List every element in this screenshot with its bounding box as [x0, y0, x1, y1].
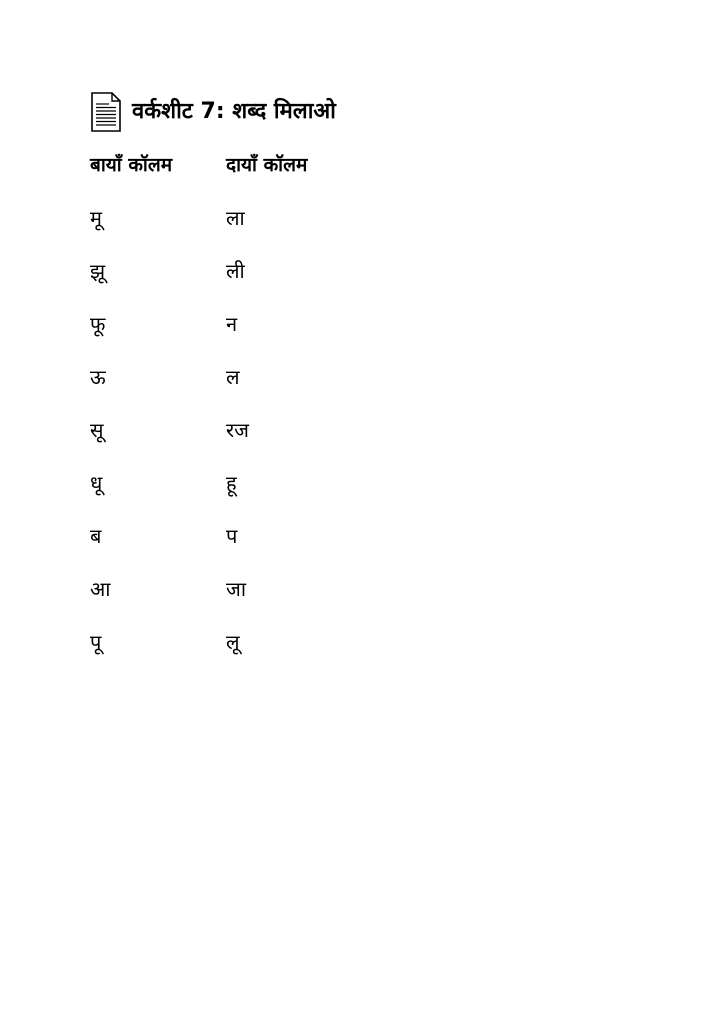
- match-row: [90, 632, 249, 685]
- right-item: हू: [226, 471, 237, 495]
- match-row: [90, 579, 249, 632]
- left-column-header: बायाँ कॉलम: [90, 154, 173, 176]
- left-item: पू: [90, 630, 102, 654]
- page-title: वर्कशीट 7: शब्द मिलाओ: [132, 99, 336, 124]
- match-row: [90, 473, 249, 526]
- match-row: [90, 526, 249, 579]
- right-column-header: दायाँ कॉलम: [226, 154, 308, 176]
- left-item: ऊ: [90, 365, 106, 389]
- left-item: सू: [90, 418, 104, 442]
- match-row: [90, 314, 249, 367]
- right-item: ल: [226, 365, 240, 389]
- right-item: रज: [226, 418, 250, 442]
- left-item: फू: [90, 312, 106, 336]
- left-item: मू: [90, 206, 102, 230]
- right-item: जा: [226, 577, 247, 601]
- match-list: [90, 208, 249, 685]
- column-headers: [90, 156, 307, 175]
- right-item: लू: [226, 630, 240, 654]
- right-item: प: [226, 524, 238, 548]
- worksheet-header: [90, 92, 336, 132]
- match-row: [90, 367, 249, 420]
- left-item: ब: [90, 524, 102, 548]
- document-icon: [90, 92, 122, 132]
- right-item: ला: [226, 206, 245, 230]
- right-item: ली: [226, 259, 245, 283]
- match-row: [90, 208, 249, 261]
- left-item: आ: [90, 577, 111, 601]
- match-row: [90, 261, 249, 314]
- left-item: झू: [90, 259, 106, 283]
- right-item: न: [226, 312, 238, 336]
- left-item: धू: [90, 471, 103, 495]
- match-row: [90, 420, 249, 473]
